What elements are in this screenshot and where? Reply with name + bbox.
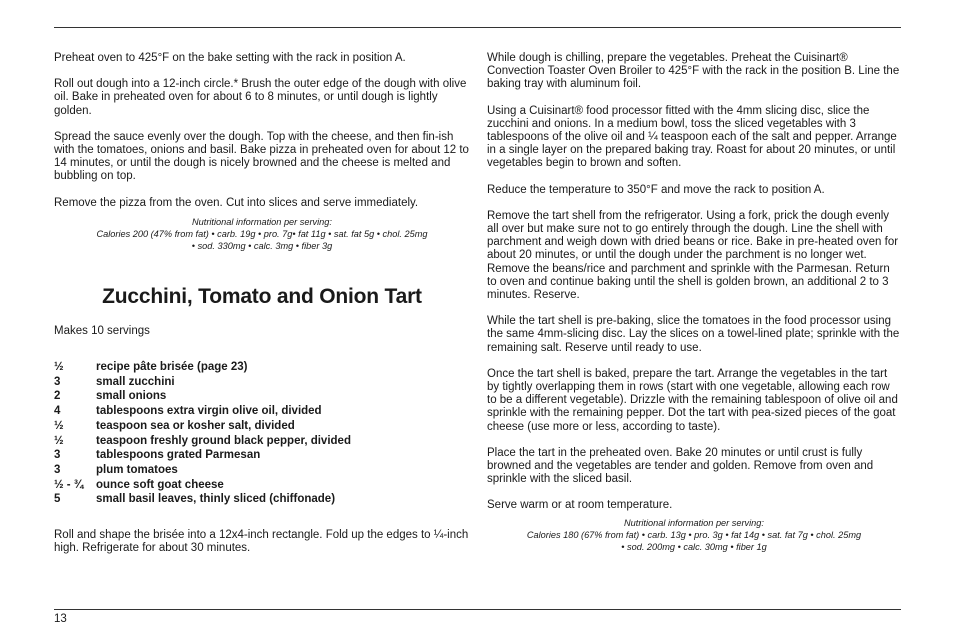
paragraph: Preheat oven to 425°F on the bake setting with the rack in position A. [54,52,406,64]
ingredient-qty: 5 [54,493,61,506]
recipe-title: Zucchini, Tomato and Onion Tart [102,284,422,308]
nutrition-line: • sod. 330mg • calc. 3mg • fiber 3g [191,240,333,251]
ingredient-text: recipe pâte brisée (page 23) [96,361,248,374]
ingredient-qty: ½ - ¾ [54,478,84,491]
nutrition-line: Calories 200 (47% from fat) • carb. 19g • pro. 7g• fat 11g • sat. fat 5g • chol. 25mg [96,228,428,239]
nutrition-info [54,216,470,252]
ingredient-row [54,360,470,375]
ingredient-text: small basil leaves, thinly sliced (chiffonade) [96,493,336,506]
ingredient-text: tablespoons grated Parmesan [96,449,261,462]
paragraph: Spread the sauce evenly over the dough. Top with the cheese, and then fin-ish with the tomatoes, onions and basil. Bake pizza in preheated oven for about 12 to 14 minutes, or until the dough is nicely browned and the cheese is melted and bubbling on top. [54,130,469,183]
ingredient-row [54,389,470,404]
ingredient-text: plum tomatoes [96,463,178,476]
paragraph: While dough is chilling, prepare the vegetables. Preheat the Cuisinart® Convection Toaster Oven Broiler to 425°F with the rack in the position B. Line the baking tray with aluminum foil. [487,52,900,91]
nutrition-line: • sod. 200mg • calc. 30mg • fiber 1g [621,541,767,552]
ingredient-text: teaspoon freshly ground black pepper, divided [96,434,351,447]
paragraph: Serve warm or at room temperature. [487,499,673,512]
paragraph: Reduce the temperature to 350°F and move the rack to position A. [487,183,825,196]
paragraph: Remove the tart shell from the refrigerator. Using a fork, prick the dough evenly all over but make sure not to go entirely through the dough. Line the shell with parchment and weigh down with dried beans or rice. Bake in pre-heated oven for about 20 minutes, or until the dough under the parchment is no longer wet. Remove the beans/rice and parchment and sprinkle with the Parmesan. Return to oven and continue baking until the shell is golden brown, an additional 2 to 3 minutes. Reserve. [487,209,899,302]
ingredient-qty: 3 [54,463,61,476]
paragraph: Roll and shape the brisée into a 12x4-inch rectangle. Fold up the edges to ¼-inch high. Refrigerate for about 30 minutes. [54,529,469,555]
paragraph: Once the tart shell is baked, prepare the tart. Arrange the vegetables in the tart by tightly overlapping them in rows (start with one vegetable, allowing each row to be a different vegetable). Drizzle with the remaining tablespoon of olive oil and sprinkle with the remaining pepper. Dot the tart with pea-sized pieces of the goat cheese (use more or less, according to taste). [487,367,898,433]
ingredient-row [54,419,470,434]
top-rule [54,27,901,28]
ingredient-row [54,448,470,463]
paragraph: While the tart shell is pre-baking, slice the tomatoes in the food processor using the same 4mm-slicing disc. Lay the slices on a towel-lined plate; sprinkle with the remaining salt. Reserve until ready to use. [487,315,900,354]
ingredient-row [54,404,470,419]
paragraph: Using a Cuisinart® food processor fitted with the 4mm slicing disc, slice the zucchini and onions. In a medium bowl, toss the sliced vegetables with 3 tablespoons of the olive oil and ¼ teaspoon each of the salt and pepper. Arrange in a single layer on the prepared baking tray. Roast for about 20 minutes, or until vegetables begin to brown and soften. [487,104,897,170]
ingredient-row [54,434,470,449]
page-number: 13 [54,613,67,625]
ingredient-qty: 2 [54,390,61,403]
paragraph: Place the tart in the preheated oven. Bake 20 minutes or until crust is fully browned and the vegetables are tender and golden. Remove from oven and sprinkle with the sliced basil. [487,446,874,486]
ingredient-row [54,375,470,390]
servings: Makes 10 servings [54,324,150,337]
ingredient-qty: 3 [54,449,61,462]
ingredient-qty: ½ [54,419,64,432]
left-column [54,52,470,568]
nutrition-heading: Nutritional information per serving: [624,517,764,528]
ingredient-row [54,463,470,478]
bottom-rule [54,609,901,610]
nutrition-info [487,517,901,553]
ingredient-qty: ½ [54,361,64,374]
ingredient-text: teaspoon sea or kosher salt, divided [96,419,295,432]
nutrition-line: Calories 180 (67% from fat) • carb. 13g • pro. 3g • fat 14g • sat. fat 7g • chol. 25mg [526,529,862,540]
paragraph: Remove the pizza from the oven. Cut into slices and serve immediately. [54,196,419,209]
ingredient-text: small zucchini [96,375,175,388]
ingredient-qty: ½ [54,434,64,447]
ingredient-qty: 4 [54,405,61,418]
right-column [487,52,901,553]
nutrition-heading: Nutritional information per serving: [192,216,332,227]
paragraph: Roll out dough into a 12-inch circle.* Brush the outer edge of the dough with olive oil. Bake in preheated oven for about 6 to 8 minutes, or until dough is lightly golden. [54,78,467,117]
ingredient-text: small onions [96,390,167,403]
ingredient-text: tablespoons extra virgin olive oil, divided [96,405,322,418]
ingredient-qty: 3 [54,375,61,388]
ingredient-list [54,360,470,507]
ingredient-row [54,478,470,493]
ingredient-row [54,492,470,507]
ingredient-text: ounce soft goat cheese [96,478,224,491]
